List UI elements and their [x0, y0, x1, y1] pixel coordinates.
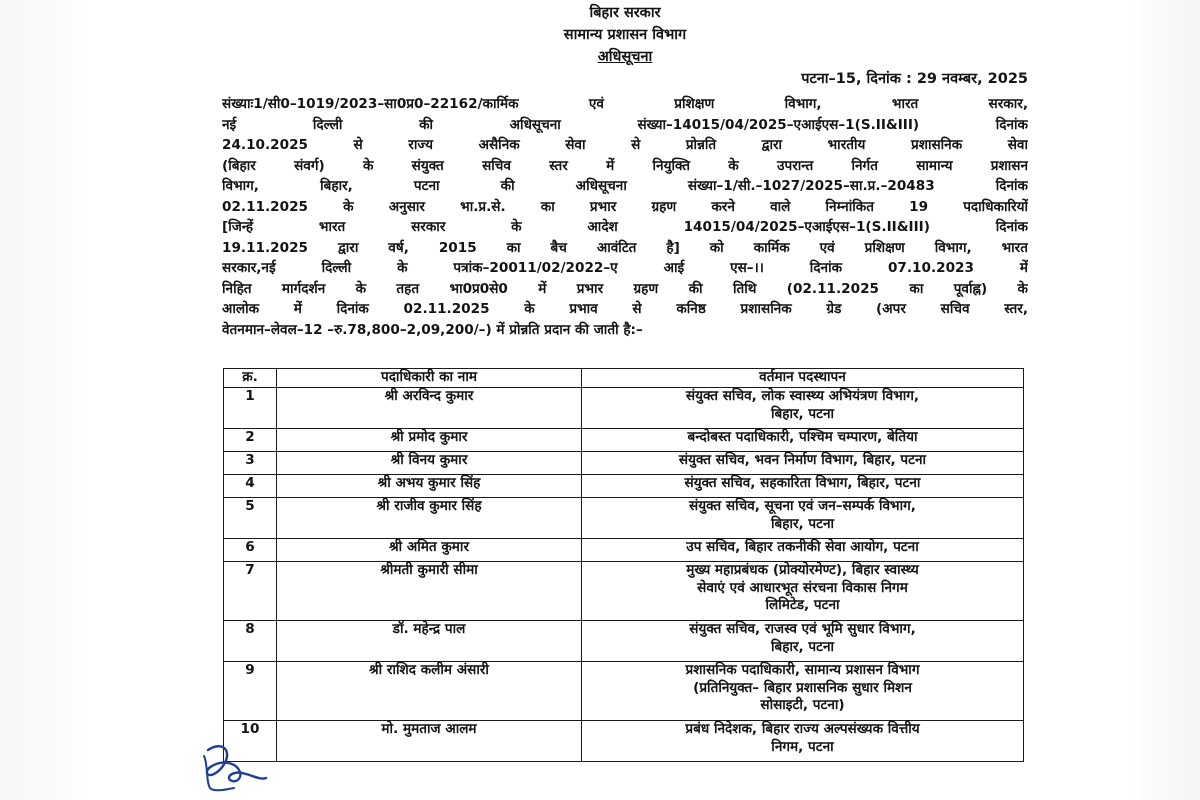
body-line: संख्याः1/सी0–1019/2023–सा0प्र0–22162/कार्मिक एवं प्रशिक्षण विभाग, भारत सरकार,: [222, 96, 1028, 112]
department-title: सामान्य प्रशासन विभाग: [563, 27, 687, 43]
current-posting: [582, 621, 1024, 662]
table-header-row: [224, 369, 1024, 388]
body-line: (बिहार संवर्ग) के संयुक्त सचिव स्तर में नियुक्ति के उपरान्त निर्गत सामान्य प्रशासन: [222, 157, 1028, 174]
body-line: 24.10.2025 से राज्य असैनिक सेवा से प्रोन्नति द्वारा भारतीय प्रशासनिक सेवा: [222, 137, 1028, 153]
current-posting: [582, 539, 1024, 562]
body-line: वेतनमान–लेवल–12 –रु.78,800–2,09,200/–) में प्रोन्नति प्रदान की जाती है:–: [222, 321, 643, 338]
serial-number: 4: [224, 475, 277, 498]
posting-line: (प्रतिनियुक्त– बिहार प्रशासनिक सुधार मिशन: [693, 679, 912, 696]
notification-body: [222, 94, 1028, 340]
posting-line: संयुक्त सचिव, लोक स्वास्थ्य अभियंत्रण विभाग,: [685, 388, 920, 404]
posting-line: प्रशासनिक पदाधिकारी, सामान्य प्रशासन विभाग: [685, 662, 920, 678]
officer-name: श्री विनय कुमार: [277, 452, 582, 475]
govt-title: बिहार सरकार: [589, 5, 661, 21]
posting-line: निगम, पटना: [771, 738, 834, 755]
body-line: निहित मार्गदर्शन के तहत भा0प्र0से0 में प्रभार ग्रहण की तिथि (02.11.2025 का पूर्वाह्न) के: [222, 280, 1028, 297]
serial-number: 2: [224, 429, 277, 452]
table-row: [224, 388, 1024, 429]
posting-line: बिहार, पटना: [770, 405, 835, 422]
posting-line: सोसाइटी, पटना): [760, 697, 845, 713]
posting-line: बन्दोबस्त पदाधिकारी, पश्चिम चम्पारण, बेतिया: [687, 429, 918, 445]
serial-number: 9: [224, 662, 277, 721]
current-posting: [582, 429, 1024, 452]
posting-line: बिहार, पटना: [770, 638, 835, 655]
officer-name: श्री राशिद कलीम अंसारी: [277, 662, 582, 721]
officers-table: [223, 368, 1024, 762]
officer-name: श्री अभय कुमार सिंह: [277, 475, 582, 498]
posting-line: संयुक्त सचिव, भवन निर्माण विभाग, बिहार, पटना: [678, 452, 927, 468]
table-row: [224, 429, 1024, 452]
table-row: [224, 621, 1024, 662]
posting-line: उप सचिव, बिहार तकनीकी सेवा आयोग, पटना: [686, 539, 919, 555]
serial-number: 3: [224, 452, 277, 475]
posting-line: संयुक्त सचिव, सहकारिता विभाग, बिहार, पटना: [684, 475, 921, 491]
body-line: विभाग, बिहार, पटना की अधिसूचना संख्या–1/सी.–1027/2025–सा.प्र.–20483 दिनांक: [222, 178, 1028, 194]
officer-name: श्री अरविन्द कुमार: [277, 388, 582, 429]
serial-number: 7: [224, 562, 277, 621]
body-line: आलोक में दिनांक 02.11.2025 के प्रभाव से कनिष्ठ प्रशासनिक ग्रेड (अपर सचिव स्तर,: [222, 301, 1028, 317]
table-row: [224, 562, 1024, 621]
current-posting: [582, 452, 1024, 475]
table-row: [224, 662, 1024, 721]
notification-heading: अधिसूचना: [597, 49, 653, 65]
serial-number: 6: [224, 539, 277, 562]
current-posting: [582, 662, 1024, 721]
serial-number: 5: [224, 498, 277, 539]
posting-line: संयुक्त सचिव, राजस्व एवं भूमि सुधार विभाग,: [689, 621, 916, 637]
body-line: [जिन्हें भारत सरकार के आदेश 14015/04/2025–एआईएस–1(S.II&III) दिनांक: [222, 219, 1028, 235]
table-row: [224, 539, 1024, 562]
posting-line: संयुक्त सचिव, सूचना एवं जन–सम्पर्क विभाग,: [689, 498, 916, 514]
posting-line: बिहार, पटना: [770, 515, 835, 532]
serial-number: 8: [224, 621, 277, 662]
body-line: 19.11.2025 द्वारा वर्ष, 2015 का बैच आवंटित है] को कार्मिक एवं प्रशिक्षण विभाग, भारत: [222, 239, 1028, 256]
serial-number: 10: [224, 721, 277, 762]
current-posting: [582, 475, 1024, 498]
current-posting: [582, 562, 1024, 621]
body-line: 02.11.2025 के अनुसार भा.प्र.से. का प्रभार ग्रहण करने वाले निम्नांकित 19 पदाधिकारियों: [222, 198, 1028, 215]
posting-line: मुख्य महाप्रबंधक (प्रोक्योरमेण्ट), बिहार स्वास्थ्य: [686, 562, 919, 578]
officer-name: श्रीमती कुमारी सीमा: [277, 562, 582, 621]
header-current-posting: वर्तमान पदस्थापन: [582, 369, 1024, 388]
posting-line: प्रबंध निदेशक, बिहार राज्य अल्पसंख्यक वित्तीय: [685, 721, 920, 737]
officer-name: श्री राजीव कुमार सिंह: [277, 498, 582, 539]
header-officer-name: पदाधिकारी का नाम: [277, 369, 582, 388]
officer-name: डॉ. महेन्द्र पाल: [277, 621, 582, 662]
table-row: [224, 721, 1024, 762]
left-margin-shadow: [0, 0, 84, 800]
current-posting: [582, 388, 1024, 429]
body-line: नई दिल्ली की अधिसूचना संख्या–14015/04/2025–एआईएस–1(S.II&III) दिनांक: [222, 116, 1028, 133]
current-posting: [582, 721, 1024, 762]
notification-document: [222, 0, 1028, 800]
officer-name: मो. मुमताज आलम: [277, 721, 582, 762]
table-row: [224, 475, 1024, 498]
officer-name: श्री अमित कुमार: [277, 539, 582, 562]
posting-line: लिमिटेड, पटना: [765, 597, 840, 613]
header-serial: क्र.: [224, 369, 277, 388]
table-row: [224, 498, 1024, 539]
serial-number: 1: [224, 388, 277, 429]
place-date-line: पटना–15, दिनांक : 29 नवम्बर, 2025: [801, 71, 1028, 87]
current-posting: [582, 498, 1024, 539]
officer-name: श्री प्रमोद कुमार: [277, 429, 582, 452]
body-line: सरकार,नई दिल्ली के पत्रांक–20011/02/2022–ए आई एस–।। दिनांक 07.10.2023 में: [222, 260, 1028, 276]
signature-flourish: [204, 756, 234, 790]
posting-line: सेवाएं एवं आधारभूत संरचना विकास निगम: [697, 579, 908, 596]
right-margin-shadow: [1130, 0, 1200, 800]
table-row: [224, 452, 1024, 475]
handwritten-signature-icon: [200, 736, 270, 796]
signature-stroke: [207, 746, 266, 781]
